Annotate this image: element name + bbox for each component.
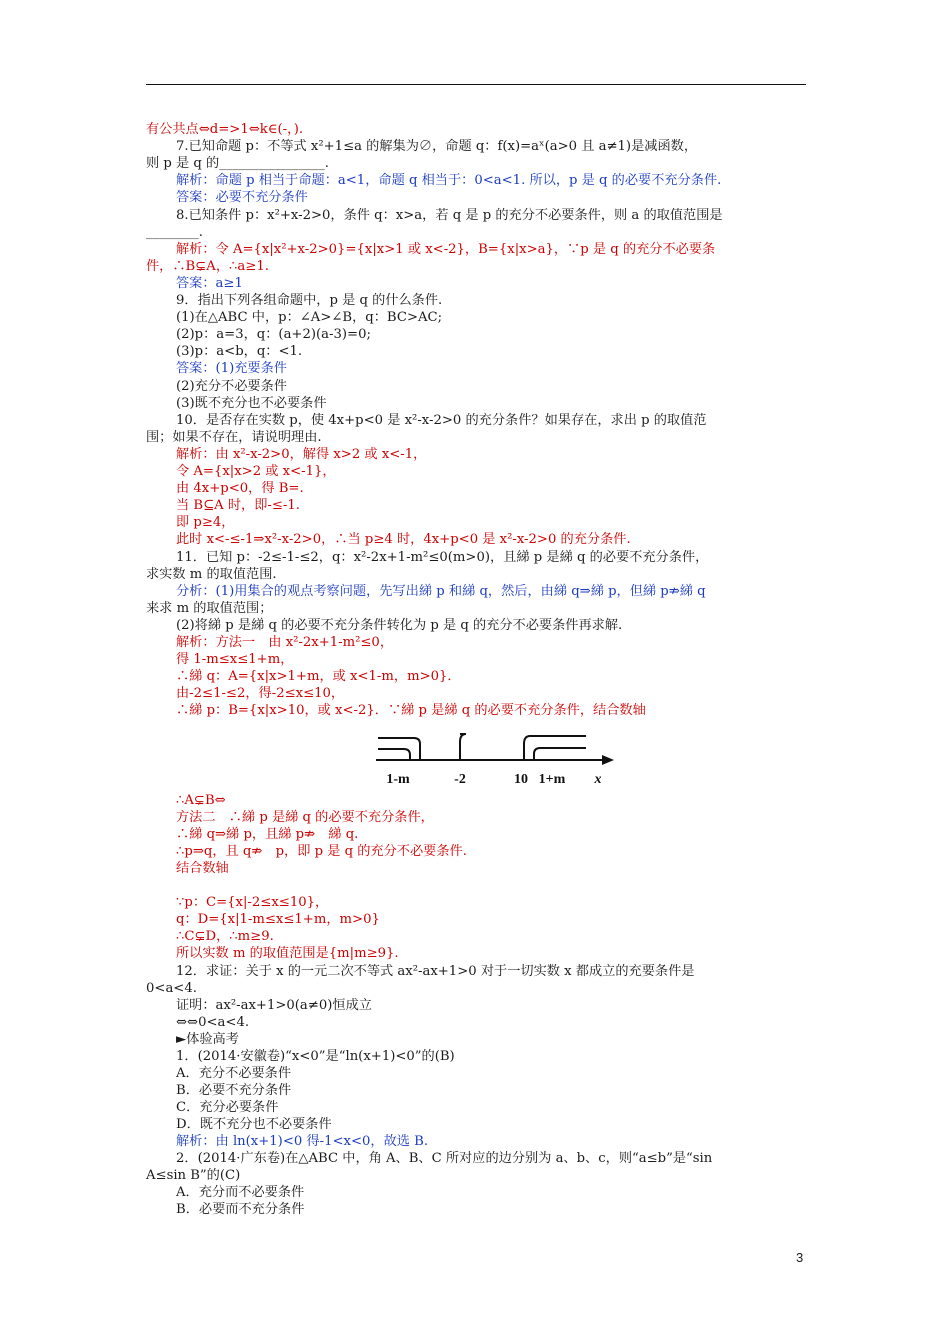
axis-label-x: x — [594, 772, 602, 787]
text-line: 此时 x<-≤-1⇒x²-x-2>0，∴当 p≥4 时，4x+p<0 是 x²-x-2>0 的充分条件. — [176, 532, 631, 548]
region-right-lower — [534, 748, 586, 760]
text-line: ⇔⇔0<a<4. — [176, 1014, 250, 1030]
text-line: q：D={x|1-m≤x≤1+m，m>0} — [176, 912, 380, 928]
text-line: 9．指出下列各组命题中，p 是 q 的什么条件. — [176, 293, 443, 308]
text-line: 则 p 是 q 的________________. — [146, 156, 329, 172]
text-line: (2)将綈 p 是綈 q 的必要不充分条件转化为 p 是 q 的充分不必要条件再求解. — [176, 617, 623, 633]
text-line: 12．求证：关于 x 的一元二次不等式 ax²-ax+1>0 对于一切实数 x 都成立的充要条件是 — [176, 963, 695, 979]
axis-label-1+m: 1+m — [538, 772, 566, 787]
page-number: 3 — [796, 1250, 804, 1265]
text-line: B．必要不充分条件 — [176, 1082, 292, 1098]
text-line: 令 A={x|x>2 或 x<-1}， — [176, 464, 336, 479]
number-line-figure — [376, 720, 616, 788]
text-line: 围；如果不存在，请说明理由. — [146, 429, 322, 445]
text-line: 答案：必要不充分条件 — [176, 190, 308, 206]
text-line: 当 B⊆A 时，即-≤-1. — [176, 498, 300, 514]
text-line: (1)在△ABC 中，p：∠A>∠B，q：BC>AC; — [176, 310, 443, 326]
text-line: 7.已知命题 p：不等式 x²+1≤a 的解集为∅，命题 q：f(x)=aˣ(a>0 且 a≠1)是减函数， — [176, 139, 698, 155]
text-line: 由-2≤1-≤2，得-2≤x≤10， — [176, 686, 345, 702]
text-line: 即 p≥4， — [176, 515, 235, 531]
text-line: A．充分不必要条件 — [176, 1065, 292, 1081]
axis-label-1-m: 1-m — [386, 772, 410, 787]
text-line: ∴綈 q⇒綈 p，且綈 p⇏ 綈 q. — [176, 827, 359, 843]
text-line: 来求 m 的取值范围； — [146, 600, 273, 616]
text-line: (2)充分不必要条件 — [176, 378, 287, 394]
header-rule — [146, 84, 806, 85]
text-line: 答案：a≥1 — [176, 275, 243, 291]
text-line: (3)p：a<b，q：<1. — [176, 344, 303, 360]
text-line: ∴C⊊D，∴m≥9. — [176, 929, 274, 945]
axis-arrow-icon — [602, 755, 614, 765]
text-line: 由 4x+p<0，得 B=. — [176, 481, 304, 497]
text-line: 解析：由 ln(x+1)<0 得-1<x<0，故选 B. — [176, 1134, 429, 1149]
text-line: 所以实数 m 的取值范围是{m|m≥9}. — [176, 946, 399, 962]
text-line: 解析：由 x²-x-2>0，解得 x>2 或 x<-1， — [176, 446, 427, 462]
region-left-lower — [378, 749, 410, 760]
text-line: D．既不充分也不必要条件 — [176, 1116, 332, 1132]
text-line: ►体验高考 — [176, 1031, 239, 1047]
text-line: 求实数 m 的取值范围. — [146, 566, 277, 582]
text-line: A≤sin B”的(C) — [146, 1168, 241, 1184]
text-line: 0<a<4. — [146, 980, 197, 996]
text-line: 得 1-m≤x≤1+m， — [176, 652, 294, 668]
text-line: C．充分必要条件 — [176, 1099, 279, 1115]
text-line: 答案：(1)充要条件 — [176, 361, 287, 377]
text-line: 解析：令 A={x|x²+x-2>0}={x|x>1 或 x<-2}，B={x|x>a}，∵p 是 q 的充分不必要条 — [176, 241, 716, 257]
text-line: A．充分而不必要条件 — [176, 1185, 305, 1201]
text-line: ∴綈 q：A={x|x>1+m，或 x<1-m，m>0}． — [176, 669, 461, 685]
text-line: (2)p：a=3，q：(a+2)(a-3)=0; — [176, 327, 371, 343]
text-line: B．必要而不充分条件 — [176, 1202, 305, 1218]
text-line: 结合数轴 — [176, 861, 229, 877]
text-line: 10．是否存在实数 p，使 4x+p<0 是 x²-x-2>0 的充分条件？如果存在，求出 p 的取值范 — [176, 412, 707, 428]
text-line: 1．(2014·安徽卷)“x<0”是“ln(x+1)<0”的(B) — [176, 1048, 455, 1064]
text-line: 解析：方法一 由 x²-2x+1-m²≤0， — [176, 635, 394, 650]
bracket-minus2 — [460, 734, 466, 760]
text-line: 解析：命题 p 相当于命题：a<1，命题 q 相当于：0<a<1. 所以，p 是 q 的必要不充分条件. — [176, 173, 722, 189]
text-line: 有公共点⇔d=>1⇔k∈(-，). — [146, 122, 304, 137]
text-line: (3)既不充分也不必要条件 — [176, 395, 327, 411]
text-line: 11．已知 p：-2≤-1-≤2，q：x²-2x+1-m²≤0(m>0)，且綈 p 是綈 q 的必要不充分条件， — [176, 549, 709, 565]
text-line: 件，∴B⊊A，∴a≥1. — [146, 258, 269, 274]
text-line: 证明：ax²-ax+1>0(a≠0)恒成立 — [176, 997, 372, 1013]
text-line: 2．(2014·广东卷)在△ABC 中，角 A、B、C 所对应的边分别为 a、b、c，则“a≤b”是“sin — [176, 1151, 713, 1167]
text-line: ∴p⇒q，且 q⇏ p，即 p 是 q 的充分不必要条件. — [176, 844, 467, 860]
text-line: 8.已知条件 p：x²+x-2>0，条件 q：x>a，若 q 是 p 的充分不必要条件，则 a 的取值范围是 — [176, 207, 723, 223]
axis-label-minus2: -2 — [454, 772, 466, 787]
axis-label-10: 10 — [514, 772, 528, 787]
text-line: ∵p：C={x|-2≤x≤10}， — [176, 895, 329, 911]
text-line: 分析：(1)用集合的观点考察问题，先写出綈 p 和綈 q，然后，由綈 q⇒綈 p，但綈 p⇏綈 q — [176, 583, 706, 599]
text-line: ________. — [146, 224, 203, 240]
text-line: ∴A⊊B⇔ — [176, 793, 226, 808]
text-line: 方法二 ∴綈 p 是綈 q 的必要不充分条件， — [176, 810, 434, 826]
text-line: ∴綈 p：B={x|x>10，或 x<-2}．∵綈 p 是綈 q 的必要不充分条件，结合数轴 — [176, 703, 646, 719]
